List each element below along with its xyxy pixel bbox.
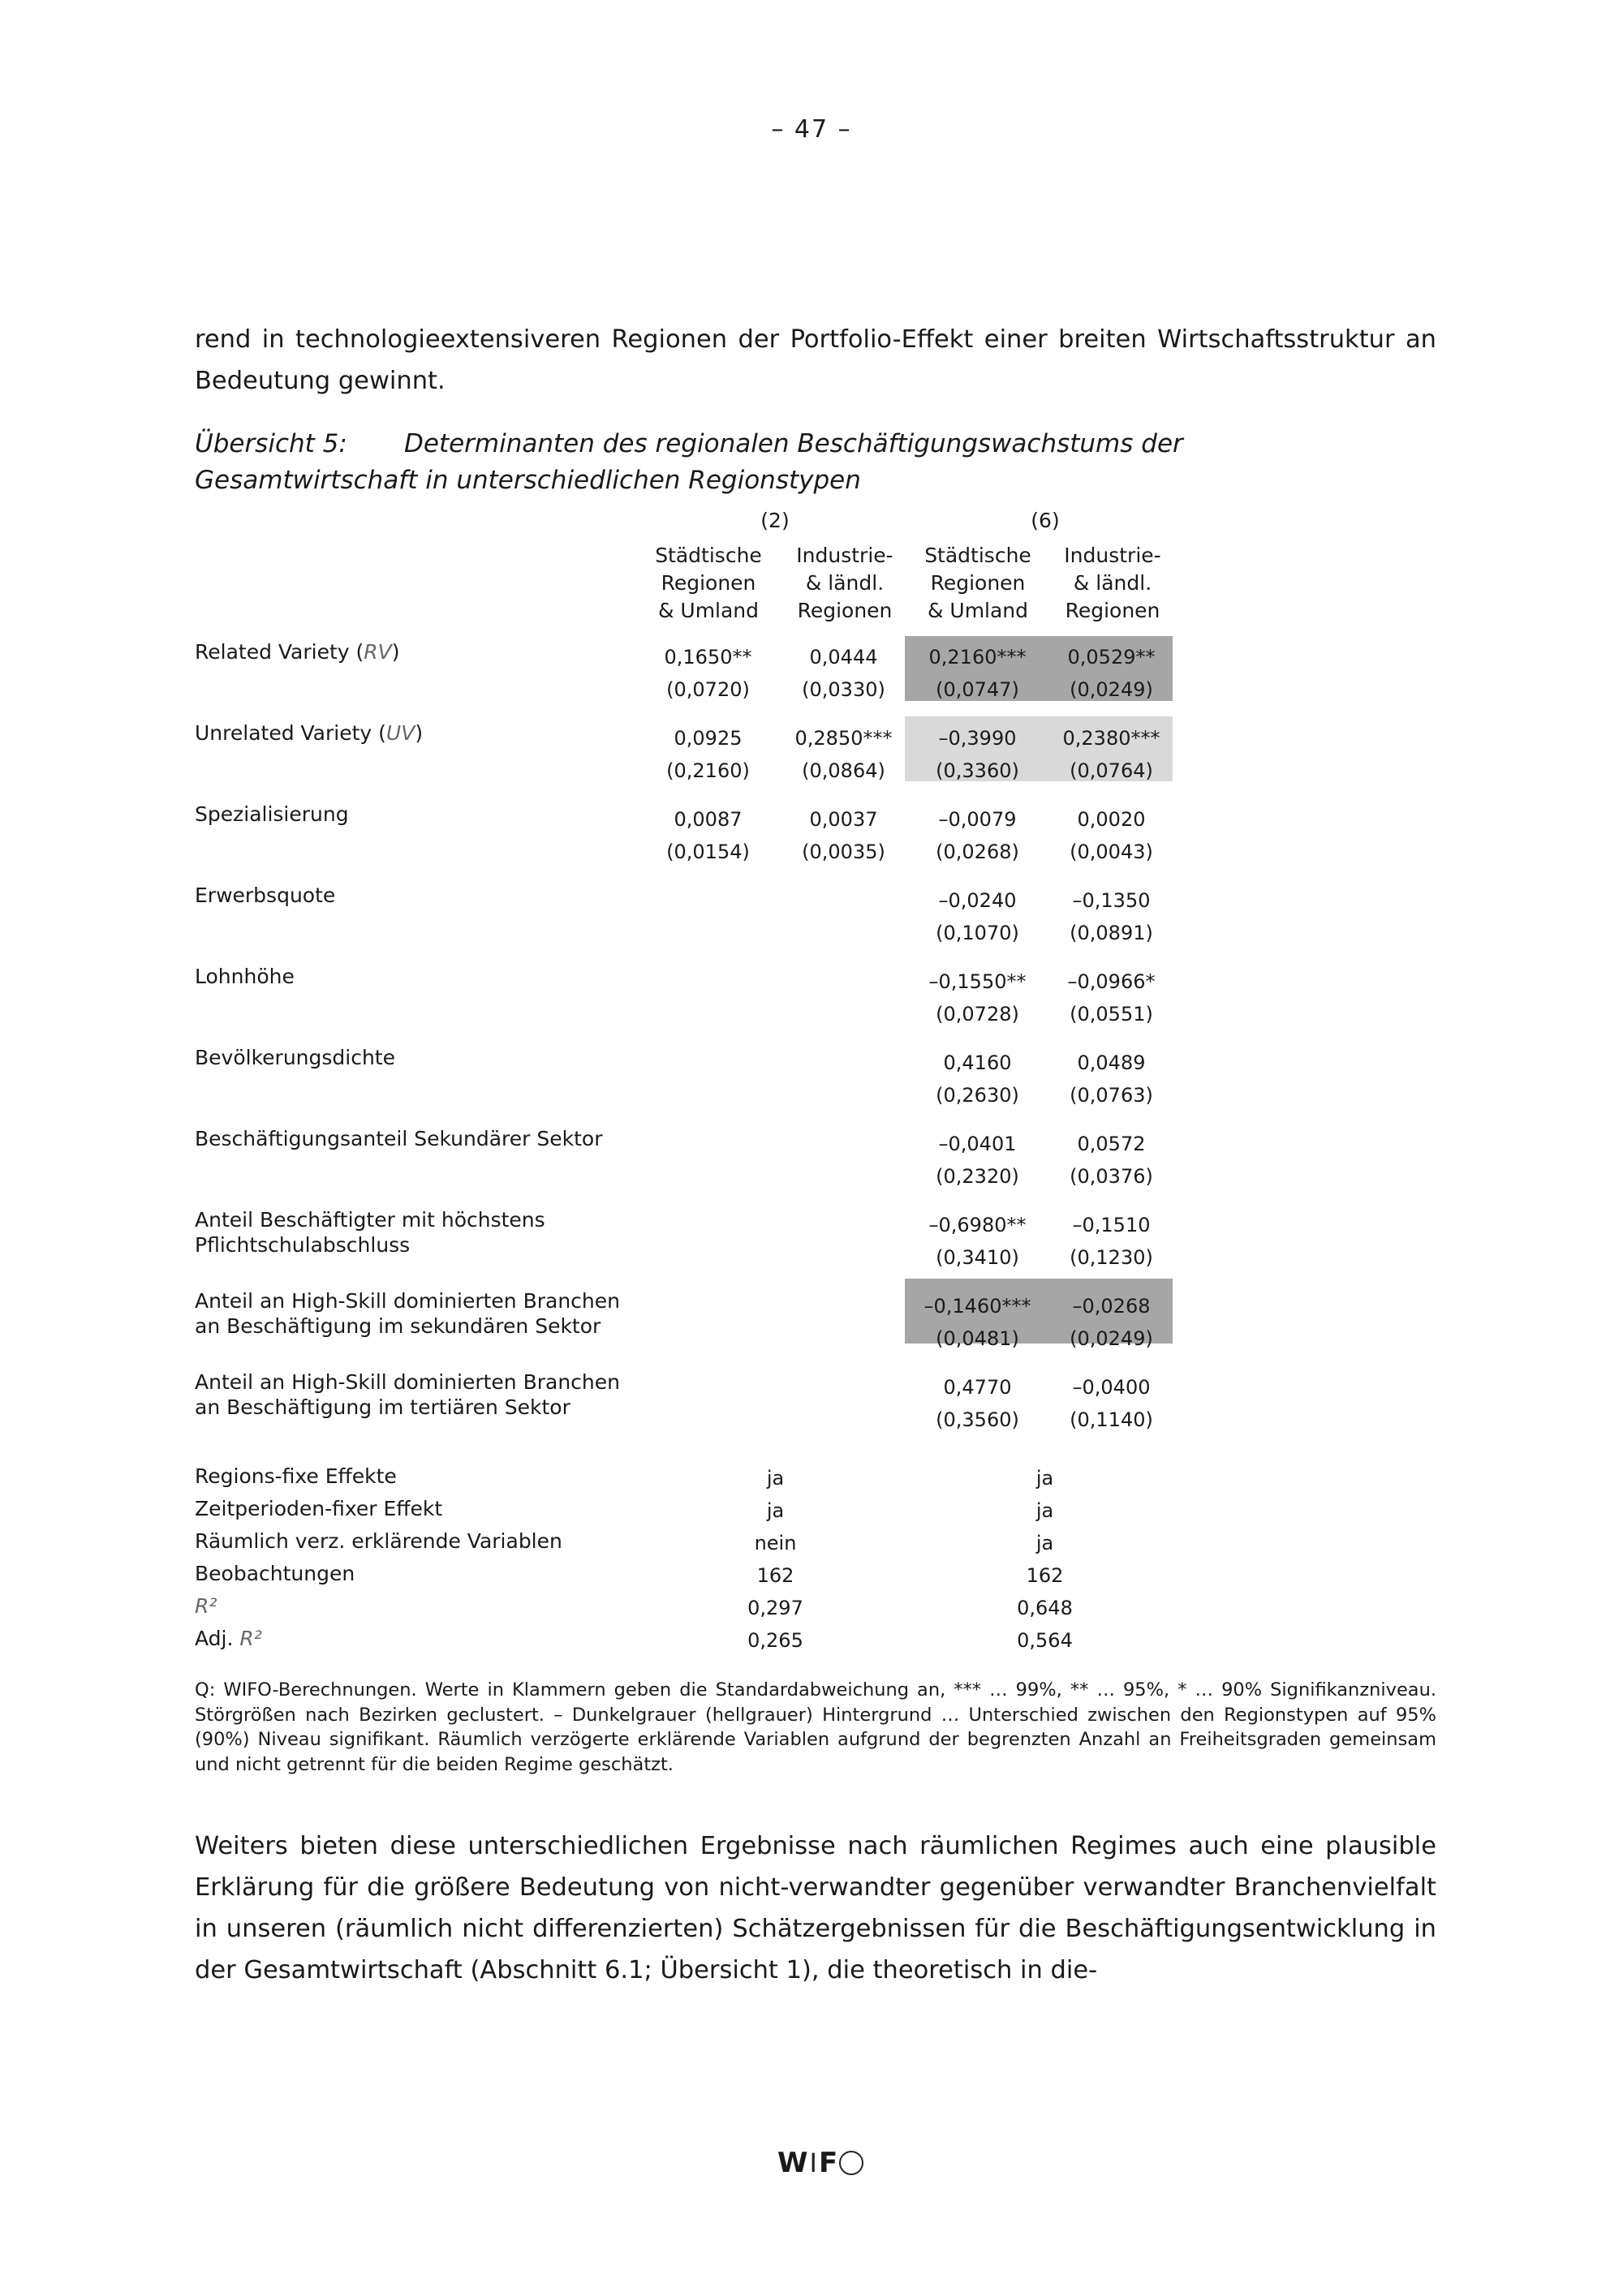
stat-label <box>195 1593 217 1619</box>
row-label <box>195 639 400 664</box>
logo-w: W <box>777 2147 807 2179</box>
row-label-text: Unrelated Variety ( <box>195 721 386 745</box>
column-header-2 <box>776 542 914 625</box>
standard-error-cell: (0,2630) <box>936 1084 1019 1107</box>
row-label-text: Related Variety ( <box>195 640 364 664</box>
row-label <box>195 883 335 908</box>
stat-label-text: Regions-fixe Effekte <box>195 1464 397 1488</box>
logo-o-circle-icon <box>839 2151 863 2175</box>
coefficient-cell: –0,0240 <box>938 889 1017 912</box>
col-header-line: & ländl. <box>1073 571 1152 595</box>
stat-value-model-2: nein <box>754 1532 797 1554</box>
col-header-line: Regionen <box>797 599 893 622</box>
standard-error-cell: (0,1230) <box>1070 1246 1153 1269</box>
standard-error-cell: (0,0249) <box>1070 1327 1153 1350</box>
coefficient-cell: 0,2160*** <box>928 646 1027 669</box>
row-label-text: Erwerbsquote <box>195 884 336 907</box>
model-group-2: (2) <box>760 509 790 532</box>
standard-error-cell: (0,2320) <box>936 1165 1019 1188</box>
row-label <box>195 802 349 827</box>
standard-error-cell: (0,1070) <box>936 922 1019 944</box>
row-label-text: Bevölkerungsdichte <box>195 1046 395 1069</box>
coefficient-cell: 0,0020 <box>1077 808 1146 831</box>
standard-error-cell: (0,0747) <box>936 678 1019 701</box>
col-header-line: Regionen <box>930 571 1026 595</box>
coefficient-cell: 0,1650** <box>664 646 752 669</box>
stat-value-model-6: ja <box>1035 1499 1054 1522</box>
col-header-line: & ländl. <box>805 571 885 595</box>
stat-label <box>195 1529 562 1554</box>
col-header-line: Städtische <box>924 544 1031 567</box>
stat-label-italic: R² <box>239 1627 262 1650</box>
standard-error-cell: (0,0720) <box>666 678 750 701</box>
stat-label <box>195 1496 442 1521</box>
column-header-3 <box>909 542 1047 625</box>
model-group-6: (6) <box>1031 509 1060 532</box>
standard-error-cell: (0,0481) <box>936 1327 1019 1350</box>
coefficient-cell: –0,1350 <box>1072 889 1151 912</box>
row-label <box>195 1045 395 1070</box>
row-label-text: Anteil an High-Skill dominierten Branchen <box>195 1370 620 1394</box>
coefficient-cell: –0,1550** <box>928 970 1027 993</box>
row-label <box>195 720 423 746</box>
row-label-abbr: RV <box>364 640 392 664</box>
caption-title-line1: Determinanten des regionalen Beschäftigungswachstums der <box>404 429 1183 458</box>
coefficient-cell: –0,6980** <box>928 1214 1027 1236</box>
row-label-text-2: Pflichtschulabschluss <box>195 1233 411 1257</box>
standard-error-cell: (0,0891) <box>1070 922 1153 944</box>
row-label-end: ) <box>415 721 424 745</box>
coefficient-cell: –0,1510 <box>1072 1214 1151 1236</box>
coefficient-cell: –0,0400 <box>1072 1376 1151 1399</box>
logo-f: F <box>818 2147 837 2179</box>
coefficient-cell: –0,0401 <box>938 1133 1017 1155</box>
row-label <box>195 964 295 989</box>
coefficient-cell: –0,3990 <box>938 727 1017 750</box>
coefficient-cell: 0,0489 <box>1077 1051 1146 1074</box>
stat-value-model-2: ja <box>766 1467 785 1490</box>
col-header-line: Industrie- <box>796 544 893 567</box>
standard-error-cell: (0,0763) <box>1070 1084 1153 1107</box>
standard-error-cell: (0,3560) <box>936 1408 1019 1431</box>
coefficient-cell: 0,2380*** <box>1062 727 1160 750</box>
standard-error-cell: (0,0376) <box>1070 1165 1153 1188</box>
col-header-line: Regionen <box>661 571 756 595</box>
row-label-end: ) <box>391 640 400 664</box>
row-label-text-2: an Beschäftigung im tertiären Sektor <box>195 1395 570 1419</box>
coefficient-cell: –0,0268 <box>1072 1295 1151 1318</box>
col-header-line: Städtische <box>655 544 762 567</box>
stat-value-model-6: 0,564 <box>1017 1629 1073 1652</box>
row-label <box>195 1288 620 1339</box>
stat-value-model-2: 0,297 <box>747 1597 803 1619</box>
stat-value-model-6: 162 <box>1026 1564 1064 1587</box>
table-caption <box>195 426 1183 499</box>
coefficient-cell: 0,0444 <box>809 646 878 669</box>
standard-error-cell: (0,2160) <box>666 759 750 782</box>
stat-value-model-6: ja <box>1035 1467 1054 1490</box>
stat-label-italic: R² <box>195 1594 217 1618</box>
coefficient-cell: 0,4770 <box>943 1376 1012 1399</box>
stat-label-text: Adj. <box>195 1627 240 1650</box>
standard-error-cell: (0,0330) <box>802 678 885 701</box>
col-header-line: & Umland <box>927 599 1029 622</box>
row-label-text: Lohnhöhe <box>195 965 295 988</box>
column-header-4 <box>1044 542 1182 625</box>
coefficient-cell: –0,1460*** <box>923 1295 1031 1318</box>
stat-label-text: Zeitperioden-fixer Effekt <box>195 1497 443 1520</box>
stat-label <box>195 1626 262 1651</box>
standard-error-cell: (0,3410) <box>936 1246 1019 1269</box>
row-label-text: Anteil an High-Skill dominierten Branchen <box>195 1289 620 1313</box>
coefficient-cell: 0,0572 <box>1077 1133 1146 1155</box>
closing-paragraph: Weiters bieten diese unterschiedlichen Ergebnisse nach räumlichen Regimes auch eine plausible Erklärung für die größere Bedeutung von nicht-verwandter gegenüber verwandter Branchenvielfalt in unseren (räumlich nicht differenzierten) Schätzergebnissen für die Beschäftigungsentwicklung in der Gesamtwirtschaft (Abschnitt 6.1; Übersicht 1), die theoretisch in die- <box>195 1832 1436 1984</box>
coefficient-cell: 0,0925 <box>674 727 743 750</box>
standard-error-cell: (0,0268) <box>936 841 1019 863</box>
stat-label <box>195 1561 355 1586</box>
coefficient-cell: –0,0966* <box>1067 970 1156 993</box>
caption-title-line2: Gesamtwirtschaft in unterschiedlichen Regionstypen <box>195 466 861 495</box>
row-label-abbr: UV <box>385 721 415 745</box>
row-label-text: Spezialisierung <box>195 802 349 826</box>
stat-label <box>195 1464 397 1489</box>
standard-error-cell: (0,0043) <box>1070 841 1153 863</box>
row-label <box>195 1369 620 1420</box>
row-label-text: Beschäftigungsanteil Sekundärer Sektor <box>195 1127 603 1150</box>
stat-label-text: Räumlich verz. erklärende Variablen <box>195 1529 562 1553</box>
standard-error-cell: (0,0551) <box>1070 1003 1153 1025</box>
col-header-line: Industrie- <box>1064 544 1161 567</box>
row-label <box>195 1207 545 1258</box>
coefficient-cell: 0,0037 <box>809 808 878 831</box>
standard-error-cell: (0,0249) <box>1070 678 1153 701</box>
stat-value-model-2: 162 <box>756 1564 794 1587</box>
column-header-1 <box>639 542 777 625</box>
caption-label: Übersicht 5: <box>195 429 347 458</box>
standard-error-cell: (0,0728) <box>936 1003 1019 1025</box>
coefficient-cell: 0,0087 <box>674 808 743 831</box>
table-source-note: Q: WIFO-Berechnungen. Werte in Klammern geben die Standardabweichung an, *** … 99%, ** … 95%, * … 90% Signifikanzniveau. Störgrößen nach Bezirken geclustert. – Dunkelgrauer (hellgrauer) Hintergrund … Unterschied zwischen den Regionstypen auf 95% (90%) Niveau signifikant. Räumlich verzögerte erklärende Variablen aufgrund der begrenzten Anzahl an Freiheitsgraden gemeinsam und nicht getrennt für die beiden Regime geschätzt. <box>195 1679 1436 1775</box>
coefficient-cell: 0,2850*** <box>794 727 893 750</box>
stat-value-model-2: 0,265 <box>747 1629 803 1652</box>
row-label-text-2: an Beschäftigung im sekundären Sektor <box>195 1314 601 1338</box>
standard-error-cell: (0,1140) <box>1070 1408 1153 1431</box>
stat-label-text: Beobachtungen <box>195 1562 355 1585</box>
wifo-logo <box>777 2147 863 2179</box>
page-number: – 47 – <box>771 115 852 144</box>
intro-paragraph: rend in technologieextensiveren Regionen der Portfolio-Effekt einer breiten Wirtschaftsstruktur an Bedeutung gewinnt. <box>195 325 1436 395</box>
row-label <box>195 1126 603 1151</box>
coefficient-cell: 0,4160 <box>943 1051 1012 1074</box>
coefficient-cell: –0,0079 <box>938 808 1017 831</box>
standard-error-cell: (0,0864) <box>802 759 885 782</box>
stat-value-model-2: ja <box>766 1499 785 1522</box>
standard-error-cell: (0,3360) <box>936 759 1019 782</box>
coefficient-cell: 0,0529** <box>1067 646 1156 669</box>
standard-error-cell: (0,0154) <box>666 841 750 863</box>
standard-error-cell: (0,0035) <box>802 841 885 863</box>
logo-i: I <box>809 2148 816 2178</box>
standard-error-cell: (0,0764) <box>1070 759 1153 782</box>
stat-value-model-6: ja <box>1035 1532 1054 1554</box>
row-label-text: Anteil Beschäftigter mit höchstens <box>195 1208 545 1232</box>
col-header-line: & Umland <box>657 599 760 622</box>
col-header-line: Regionen <box>1065 599 1160 622</box>
stat-value-model-6: 0,648 <box>1017 1597 1073 1619</box>
